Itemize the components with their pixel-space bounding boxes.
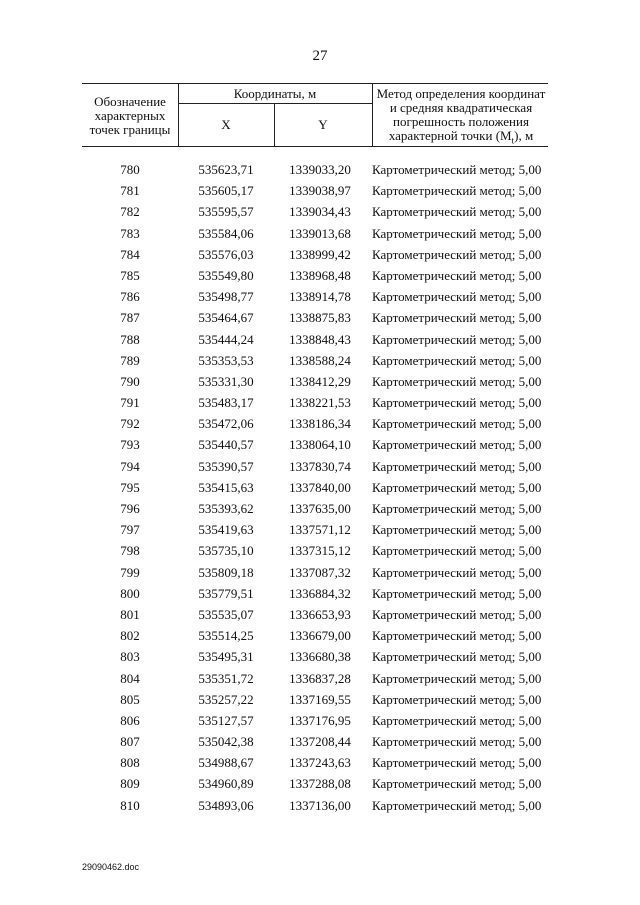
- header-method: [374, 87, 548, 148]
- point-number: 791: [120, 395, 140, 411]
- table-row: [82, 752, 548, 773]
- table-row: [82, 371, 548, 392]
- point-number: 790: [120, 373, 140, 389]
- table-row: [82, 519, 548, 540]
- coord-y: 1338914,78: [289, 289, 351, 305]
- table-row: [82, 392, 548, 413]
- coord-x: 535419,63: [198, 522, 254, 538]
- coord-x: 535440,57: [198, 437, 254, 453]
- method-cell: Картометрический метод; 5,00: [372, 776, 542, 792]
- coord-y: 1338999,42: [289, 246, 351, 262]
- coord-x: 535351,72: [198, 670, 254, 686]
- coord-x: 534988,67: [198, 755, 254, 771]
- coord-y: 1337136,00: [289, 797, 351, 813]
- coord-x: 535735,10: [198, 543, 254, 559]
- point-number: 809: [120, 776, 140, 792]
- coord-y: 1339038,97: [289, 183, 351, 199]
- coord-y: 1336653,93: [289, 606, 351, 622]
- table-row: [82, 201, 548, 222]
- table-row: [82, 477, 548, 498]
- point-number: 787: [120, 310, 140, 326]
- coords-sub-rule: [178, 103, 372, 104]
- coord-x: 535393,62: [198, 501, 254, 516]
- table-row: [82, 350, 548, 371]
- coord-x: 535584,06: [198, 225, 254, 241]
- table-row: [82, 646, 548, 667]
- document-filename: 29090462.doc: [82, 862, 140, 872]
- point-number: 810: [120, 797, 140, 813]
- table-row: [82, 413, 548, 434]
- coord-y: 1338221,53: [289, 395, 351, 411]
- coord-y: 1337840,00: [289, 479, 351, 495]
- method-cell: Картометрический метод; 5,00: [372, 501, 542, 516]
- point-number: 781: [120, 183, 140, 199]
- coord-x: 535042,38: [198, 734, 254, 750]
- point-number: 801: [120, 606, 140, 622]
- method-cell: Картометрический метод; 5,00: [372, 564, 542, 580]
- coord-y: 1338412,29: [289, 373, 351, 389]
- method-cell: Картометрический метод; 5,00: [372, 522, 542, 538]
- coord-x: 535549,80: [198, 267, 254, 283]
- coord-y: 1339033,20: [289, 162, 351, 177]
- point-number: 806: [120, 712, 140, 728]
- method-cell: Картометрический метод; 5,00: [372, 543, 542, 559]
- table-row: [82, 540, 548, 561]
- method-cell: Картометрический метод; 5,00: [372, 458, 542, 474]
- coord-x: 535498,77: [198, 289, 254, 305]
- table-row: [82, 731, 548, 752]
- coord-y: 1338064,10: [289, 437, 351, 453]
- method-cell: Картометрический метод; 5,00: [372, 606, 542, 622]
- coord-y: 1337087,32: [289, 564, 351, 580]
- method-cell: Картометрический метод; 5,00: [372, 331, 542, 347]
- table-row: [82, 689, 548, 710]
- method-cell: Картометрический метод; 5,00: [372, 225, 542, 241]
- table-row: [82, 286, 548, 307]
- method-cell: Картометрический метод; 5,00: [372, 416, 542, 432]
- point-number: 795: [120, 479, 140, 495]
- method-cell: Картометрический метод; 5,00: [372, 373, 542, 389]
- coord-y: 1338588,24: [289, 352, 351, 368]
- coord-x: 535535,07: [198, 606, 254, 622]
- header-method-tail: ), м: [514, 128, 534, 143]
- point-number: 805: [120, 691, 140, 707]
- coord-x: 534893,06: [198, 797, 254, 813]
- point-number: 782: [120, 204, 140, 220]
- method-cell: Картометрический метод; 5,00: [372, 585, 542, 601]
- table-row: [82, 668, 548, 689]
- coord-y: 1336884,32: [289, 585, 351, 601]
- point-number: 799: [120, 564, 140, 580]
- method-cell: Картометрический метод; 5,00: [372, 755, 542, 771]
- method-cell: Картометрический метод; 5,00: [372, 246, 542, 262]
- table-row: [82, 583, 548, 604]
- coord-x: 535472,06: [198, 416, 254, 432]
- method-cell: Картометрический метод; 5,00: [372, 352, 542, 368]
- coord-x: 535353,53: [198, 352, 254, 368]
- point-number: 780: [120, 162, 140, 177]
- coord-x: 535576,03: [198, 246, 254, 262]
- point-number: 797: [120, 522, 140, 538]
- method-cell: Картометрический метод; 5,00: [372, 691, 542, 707]
- table-row: [82, 498, 548, 519]
- coord-y: 1337176,95: [289, 712, 351, 728]
- coord-x: 535464,67: [198, 310, 254, 326]
- coord-x: 535444,24: [198, 331, 254, 347]
- point-number: 793: [120, 437, 140, 453]
- table-row: [82, 244, 548, 265]
- table-row: [82, 434, 548, 455]
- table-row: [82, 329, 548, 350]
- coord-y: 1337288,08: [289, 776, 351, 792]
- point-number: 788: [120, 331, 140, 347]
- coord-x: 535514,25: [198, 628, 254, 644]
- table-body: [82, 159, 548, 816]
- method-cell: Картометрический метод; 5,00: [372, 267, 542, 283]
- point-number: 785: [120, 267, 140, 283]
- table-row: [82, 456, 548, 477]
- coord-y: 1338875,83: [289, 310, 351, 326]
- table-row: [82, 223, 548, 244]
- coord-y: 1339013,68: [289, 225, 351, 241]
- point-number: 794: [120, 458, 140, 474]
- header-y: Y: [318, 117, 328, 132]
- point-number: 798: [120, 543, 140, 559]
- method-cell: Картометрический метод; 5,00: [372, 670, 542, 686]
- method-cell: Картометрический метод; 5,00: [372, 437, 542, 453]
- coord-y: 1337208,44: [289, 734, 351, 750]
- method-cell: Картометрический метод; 5,00: [372, 204, 542, 220]
- coord-x: 535809,18: [198, 564, 254, 580]
- coord-x: 535595,57: [198, 204, 254, 220]
- coord-x: 535415,63: [198, 479, 254, 495]
- coord-y: 1336837,28: [289, 670, 351, 686]
- header-top-rule: [82, 83, 548, 84]
- method-cell: Картометрический метод; 5,00: [372, 479, 542, 495]
- header-coordinates: Координаты, м: [233, 86, 317, 101]
- table-row: [82, 180, 548, 201]
- coord-y: 1338186,34: [289, 416, 351, 432]
- method-cell: Картометрический метод; 5,00: [372, 734, 542, 750]
- table-row: [82, 562, 548, 583]
- point-number: 783: [120, 225, 140, 241]
- coord-y: 1336680,38: [289, 649, 351, 665]
- coord-x: 535331,30: [198, 373, 254, 389]
- table-row: [82, 265, 548, 286]
- header-method-subscript: t: [511, 135, 515, 146]
- point-number: 786: [120, 289, 140, 305]
- method-cell: Картометрический метод; 5,00: [372, 628, 542, 644]
- point-number: 789: [120, 352, 140, 368]
- method-cell: Картометрический метод; 5,00: [372, 183, 542, 199]
- method-cell: Картометрический метод; 5,00: [372, 162, 542, 177]
- coord-y: 1338968,48: [289, 267, 351, 283]
- table-row: [82, 307, 548, 328]
- table-row: [82, 159, 548, 180]
- coord-x: 535779,51: [198, 585, 254, 601]
- table-row: [82, 604, 548, 625]
- point-number: 800: [120, 585, 140, 601]
- coord-y: 1337315,12: [289, 543, 351, 559]
- coord-x: 535390,57: [198, 458, 254, 474]
- header-method-text: Метод определения координат и средняя квадратическая погрешность положения характерной точки (M: [376, 86, 546, 143]
- coord-x: 535623,71: [198, 162, 254, 177]
- point-number: 796: [120, 501, 140, 516]
- coord-y: 1337571,12: [289, 522, 351, 538]
- method-cell: Картометрический метод; 5,00: [372, 310, 542, 326]
- coord-x: 535257,22: [198, 691, 254, 707]
- coord-x: 535605,17: [198, 183, 254, 199]
- method-cell: Картометрический метод; 5,00: [372, 289, 542, 305]
- method-cell: Картометрический метод; 5,00: [372, 712, 542, 728]
- coord-x: 535127,57: [198, 712, 254, 728]
- table-row: [82, 773, 548, 794]
- coord-y: 1338848,43: [289, 331, 351, 347]
- point-number: 792: [120, 416, 140, 432]
- coord-y: 1337243,63: [289, 755, 351, 771]
- header-point: Обозначение характерных точек границы: [89, 94, 171, 137]
- point-number: 802: [120, 628, 140, 644]
- method-cell: Картометрический метод; 5,00: [372, 797, 542, 813]
- coord-y: 1337169,55: [289, 691, 351, 707]
- point-number: 804: [120, 670, 140, 686]
- header-divider: [372, 83, 373, 146]
- coord-x: 535483,17: [198, 395, 254, 411]
- table-row: [82, 795, 548, 816]
- method-cell: Картометрический метод; 5,00: [372, 395, 542, 411]
- coord-x: 534960,89: [198, 776, 254, 792]
- table-row: [82, 710, 548, 731]
- header-x: X: [221, 117, 231, 132]
- point-number: 803: [120, 649, 140, 665]
- page-number: 27: [312, 48, 328, 64]
- coord-y: 1337830,74: [289, 458, 351, 474]
- table-row: [82, 625, 548, 646]
- coord-y: 1339034,43: [289, 204, 351, 220]
- coord-y: 1337635,00: [289, 501, 351, 516]
- coord-y: 1336679,00: [289, 628, 351, 644]
- method-cell: Картометрический метод; 5,00: [372, 649, 542, 665]
- coord-x: 535495,31: [198, 649, 254, 665]
- point-number: 784: [120, 246, 140, 262]
- point-number: 808: [120, 755, 140, 771]
- point-number: 807: [120, 734, 140, 750]
